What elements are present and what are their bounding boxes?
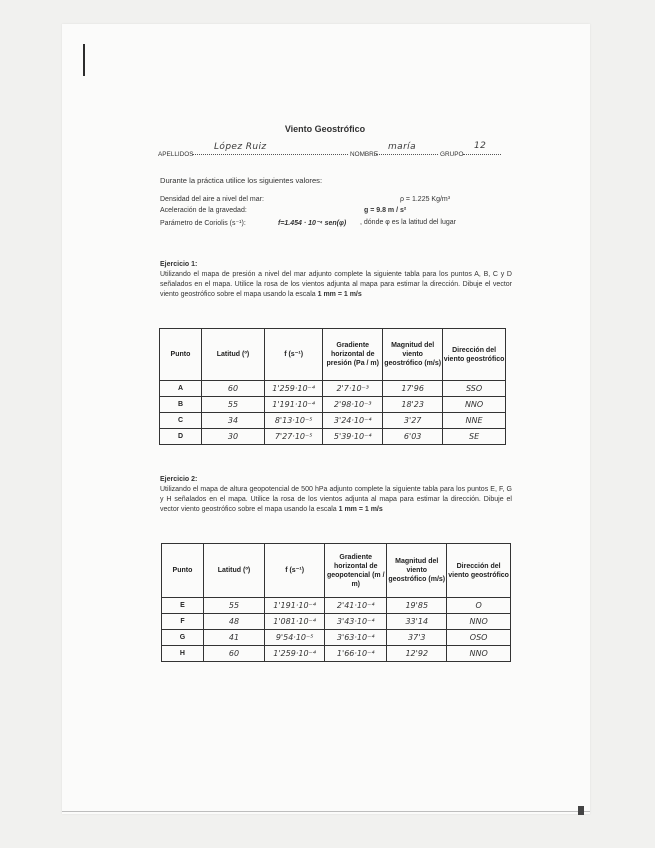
handwritten-cell: 55: [203, 598, 264, 614]
point-cell: C: [160, 413, 202, 429]
point-cell: A: [160, 381, 202, 397]
handwritten-cell: 48: [203, 614, 264, 630]
handwritten-cell: NNE: [443, 413, 506, 429]
t1-header: Dirección del viento geostrófico: [443, 329, 506, 381]
ejercicio1-scale: 1 mm = 1 m/s: [317, 291, 362, 298]
handwritten-cell: 34: [201, 413, 264, 429]
handwritten-cell: 3'24·10⁻⁴: [323, 413, 383, 429]
handwritten-cell: 3'27: [383, 413, 443, 429]
handwritten-cell: 1'081·10⁻⁴: [265, 614, 325, 630]
student-info-row: [158, 141, 498, 161]
t1-header: Gradiente horizontal de presión (Pa / m): [323, 329, 383, 381]
handwritten-cell: 3'63·10⁻⁴: [325, 630, 387, 646]
handwritten-cell: NNO: [447, 614, 511, 630]
handwritten-cell: 1'191·10⁻⁴: [265, 397, 323, 413]
t2-header: f (s⁻¹): [265, 544, 325, 598]
handwritten-cell: 1'259·10⁻⁴: [265, 381, 323, 397]
density-value: ρ = 1.225 Kg/m³: [400, 196, 451, 203]
handwritten-cell: OSO: [447, 630, 511, 646]
table-row: [160, 397, 506, 413]
handwritten-cell: 1'66·10⁻⁴: [325, 646, 387, 662]
ejercicio1-description: Utilizando el mapa de presión a nivel del mar adjunto complete la siguiente tabla para los puntos A, B, C y D señalados en el mapa. Utilice la rosa de los vientos adjunta al mapa para estimar la dirección. Dibuje el vector viento geostrófico sobre el mapa usando la escala: [160, 271, 512, 298]
handwritten-cell: 5'39·10⁻⁴: [323, 429, 383, 445]
ejercicio2-description: Utilizando el mapa de altura geopotencial de 500 hPa adjunto complete la siguiente tabla para los puntos E, F, G y H señalados en el mapa. Utilice la rosa de los vientos adjunta al mapa para estimar la dirección. Dibuje el vector viento geostrófico sobre el mapa usando la escala: [160, 486, 512, 513]
handwritten-cell: SE: [443, 429, 506, 445]
table-row: [160, 413, 506, 429]
handwritten-cell: 8'13·10⁻⁵: [265, 413, 323, 429]
handwritten-cell: SSO: [443, 381, 506, 397]
t2-header: Magnitud del viento geostrófico (m/s): [387, 544, 447, 598]
coriolis-label: Parámetro de Coriolis (s⁻¹):: [160, 220, 246, 227]
point-cell: F: [162, 614, 204, 630]
t2-header: Punto: [162, 544, 204, 598]
gravity-label: Aceleración de la gravedad:: [160, 207, 247, 214]
handwritten-cell: 7'27·10⁻⁵: [265, 429, 323, 445]
nombre-value: maría: [388, 142, 416, 152]
coriolis-value: f=1.454 · 10⁻⁴ sen(φ): [278, 220, 347, 227]
handwritten-cell: O: [447, 598, 511, 614]
nombre-line: [376, 154, 438, 155]
table-row: [160, 429, 506, 445]
apellidos-line: [192, 154, 348, 155]
t1-header: Punto: [160, 329, 202, 381]
apellidos-label: APELLIDOS: [158, 151, 194, 158]
coriolis-note: , dónde φ es la latitud del lugar: [360, 219, 456, 226]
grupo-label: GRUPO: [440, 151, 464, 158]
point-cell: G: [162, 630, 204, 646]
t1-header: Latitud (º): [201, 329, 264, 381]
handwritten-cell: NNO: [447, 646, 511, 662]
handwritten-cell: 33'14: [387, 614, 447, 630]
density-label: Densidad del aire a nivel del mar:: [160, 196, 264, 203]
handwritten-cell: 17'96: [383, 381, 443, 397]
ejercicio1-heading: Ejercicio 1:: [160, 261, 198, 268]
point-cell: E: [162, 598, 204, 614]
handwritten-cell: 9'54·10⁻⁵: [265, 630, 325, 646]
ejercicio2-table: [161, 543, 511, 662]
t2-header: Latitud (º): [203, 544, 264, 598]
nombre-label: NOMBRE: [350, 151, 379, 158]
handwritten-cell: 60: [201, 381, 264, 397]
ejercicio2-text: [160, 475, 512, 515]
handwritten-cell: 12'92: [387, 646, 447, 662]
handwritten-cell: 30: [201, 429, 264, 445]
handwritten-cell: 2'41·10⁻⁴: [325, 598, 387, 614]
handwritten-cell: 19'85: [387, 598, 447, 614]
scan-edge: [62, 811, 590, 812]
table-row: [162, 630, 511, 646]
handwritten-cell: 55: [201, 397, 264, 413]
handwritten-cell: 41: [203, 630, 264, 646]
point-cell: H: [162, 646, 204, 662]
intro-text: Durante la práctica utilice los siguientes valores:: [160, 176, 323, 185]
table-row: [162, 646, 511, 662]
handwritten-cell: 2'7·10⁻³: [323, 381, 383, 397]
handwritten-cell: 2'98·10⁻³: [323, 397, 383, 413]
margin-mark: [83, 44, 85, 76]
table-row: [162, 598, 511, 614]
point-cell: D: [160, 429, 202, 445]
handwritten-cell: 1'259·10⁻⁴: [265, 646, 325, 662]
handwritten-cell: 18'23: [383, 397, 443, 413]
grupo-line: [463, 154, 501, 155]
point-cell: B: [160, 397, 202, 413]
ejercicio1-table: [159, 328, 506, 445]
handwritten-cell: 1'191·10⁻⁴: [265, 598, 325, 614]
handwritten-cell: NNO: [443, 397, 506, 413]
handwritten-cell: 37'3: [387, 630, 447, 646]
gravity-value: g = 9.8 m / s²: [364, 207, 407, 214]
ejercicio1-text: [160, 260, 512, 300]
handwritten-cell: 60: [203, 646, 264, 662]
t2-header: Gradiente horizontal de geopotencial (m / m): [325, 544, 387, 598]
table-row: [160, 381, 506, 397]
ejercicio2-heading: Ejercicio 2:: [160, 476, 198, 483]
table-row: [162, 614, 511, 630]
grupo-value: 12: [474, 141, 487, 151]
t1-header: Magnitud del viento geostrófico (m/s): [383, 329, 443, 381]
apellidos-value: López Ruiz: [214, 142, 267, 152]
handwritten-cell: 3'43·10⁻⁴: [325, 614, 387, 630]
handwritten-cell: 6'03: [383, 429, 443, 445]
page-title: Viento Geostrófico: [284, 124, 366, 134]
t1-header: f (s⁻¹): [265, 329, 323, 381]
scan-artifact: [578, 806, 584, 815]
ejercicio2-scale: 1 mm = 1 m/s: [338, 506, 383, 513]
t2-header: Dirección del viento geostrófico: [447, 544, 511, 598]
